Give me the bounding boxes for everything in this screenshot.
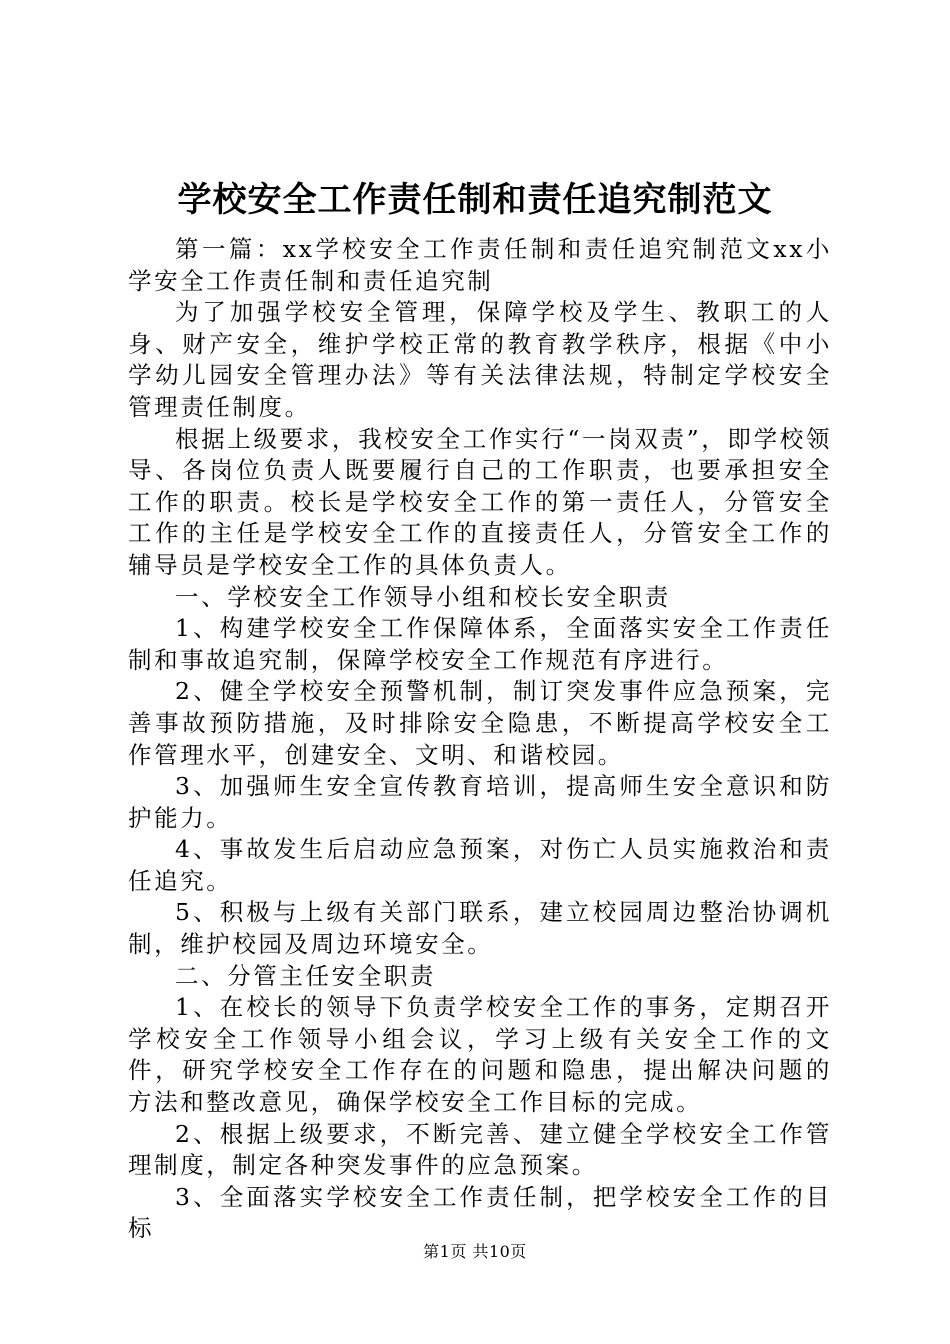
- page-number: 第1页 共10页: [423, 1242, 527, 1261]
- paragraph: 3、加强师生安全宣传教育培训，提高师生安全意识和防护能力。: [128, 772, 832, 832]
- paragraph: 3、全面落实学校安全工作责任制，把学校安全工作的目标: [128, 1182, 832, 1243]
- paragraph: 2、根据上级要求，不断完善、建立健全学校安全工作管理制度，制定各种突发事件的应急预案。: [128, 1119, 832, 1180]
- paragraph: 2、健全学校安全预警机制，制订突发事件应急预案，完善事故预防措施，及时排除安全隐患，不断提高学校安全工作管理水平，创建安全、文明、和谐校园。: [128, 677, 832, 769]
- paragraph: 1、在校长的领导下负责学校安全工作的事务，定期召开学校安全工作领导小组会议，学习上级有关安全工作的文件，研究学校安全工作存在的问题和隐患，提出解决问题的方法和整改意见，确保学校安全工作目标的完成。: [128, 993, 832, 1117]
- section-heading: 一、学校安全工作领导小组和校长安全职责: [175, 582, 671, 611]
- document-title: 学校安全工作责任制和责任追究制范文: [177, 180, 773, 220]
- paragraph: 为了加强学校安全管理，保障学校及学生、教职工的人身、财产安全，维护学校正常的教育教学秩序，根据《中小学幼儿园安全管理办法》等有关法律法规，特制定学校安全管理责任制度。: [128, 298, 832, 421]
- paragraph: 根据上级要求，我校安全工作实行“一岗双责”，即学校领导、各岗位负责人既要履行自己的工作职责，也要承担安全工作的职责。校长是学校安全工作的第一责任人，分管安全工作的主任是学校安全工作的直接责任人，分管安全工作的辅导员是学校安全工作的具体负责人。: [128, 424, 832, 579]
- paragraph: 1、构建学校安全工作保障体系，全面落实安全工作责任制和事故追究制，保障学校安全工作规范有序进行。: [128, 614, 832, 674]
- document-body: [128, 234, 832, 1245]
- paragraph: 5、积极与上级有关部门联系，建立校园周边整治协调机制，维护校园及周边环境安全。: [128, 898, 832, 959]
- paragraph: 4、事故发生后启动应急预案，对伤亡人员实施救治和责任追究。: [128, 835, 832, 895]
- paragraph: 第一篇：xx学校安全工作责任制和责任追究制范文xx小学安全工作责任制和责任追究制: [128, 235, 832, 295]
- section-heading: 二、分管主任安全职责: [175, 961, 436, 990]
